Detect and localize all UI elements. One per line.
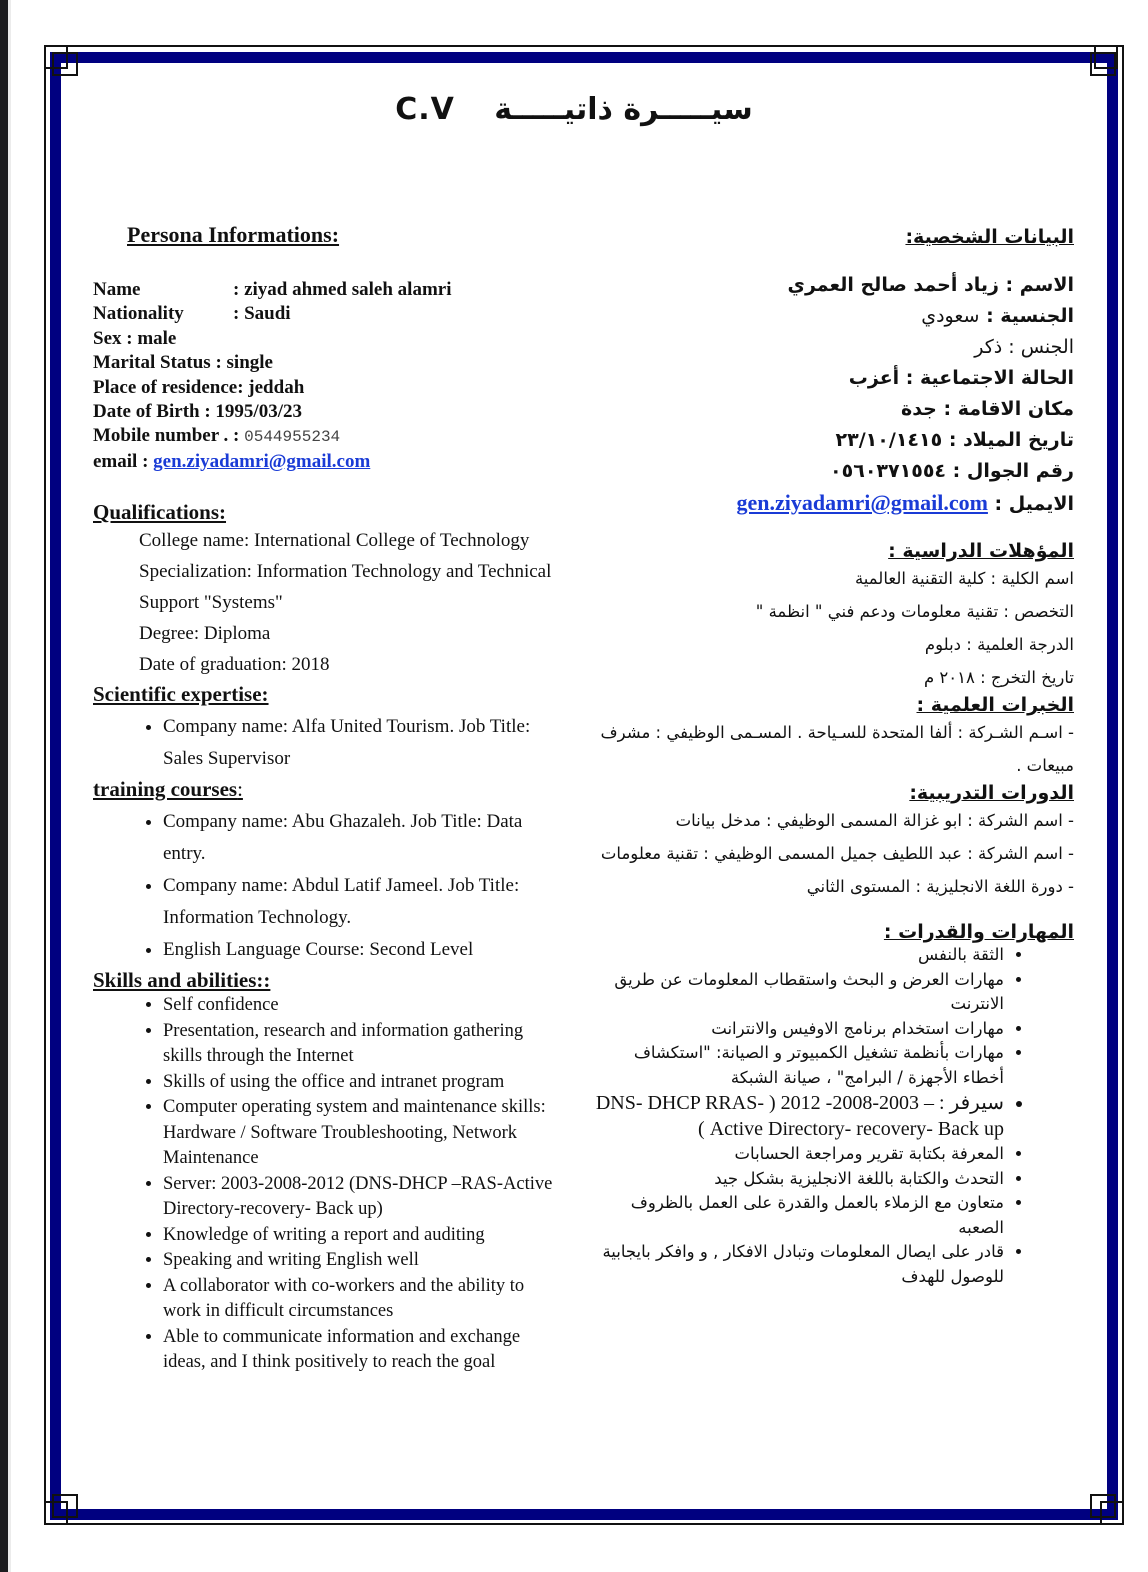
- window-edge-highlight: [8, 0, 11, 1572]
- training-list: [93, 806, 563, 966]
- qualification-item-ar: الدرجة العلمية : دبلوم: [924, 635, 1074, 654]
- skills-list: [93, 993, 563, 1376]
- qualification-item-ar: التخصص : تقنية معلومات ودعم فني " انظمة ": [755, 602, 1074, 621]
- personal-info-list-ar: [594, 270, 1074, 520]
- personal-info-heading-ar: البيانات الشخصية:: [905, 226, 1074, 248]
- list-item: • المعرفة بكتابة تقرير ومراجعة الحسابات: [594, 1142, 1004, 1167]
- list-item: • Server: 2003-2008-2012 (DNS-DHCP –RAS-Active Directory-recovery- Back up): [163, 1172, 563, 1223]
- info-row-email: email : gen.ziyadamri@gmail.com: [93, 450, 371, 472]
- info-row-mobile-ar: رقم الجوال : ٠٥٦٠٣٧١٥٥٤: [830, 460, 1074, 482]
- list-item: • التحدث والكتابة باللغة الانجليزية بشكل جيد: [594, 1167, 1004, 1192]
- skills-heading: Skills and abilities::: [93, 968, 271, 993]
- skills-section: [93, 968, 563, 1376]
- qualification-degree: Degree: Diploma: [139, 623, 271, 645]
- info-row-nationality-ar: الجنسية : سعودي: [921, 305, 1074, 327]
- qualifications-body: [139, 525, 563, 680]
- qualification-item-ar: تاريخ التخرج : ٢٠١٨ م: [923, 668, 1074, 687]
- list-item: • سيرفر : – 2003-2008- 2012 ( DNS- DHCP RRAS-Active Directory- recovery- Back up ): [594, 1090, 1004, 1142]
- info-row-name-ar: الاسم : زياد أحمد صالح العمري: [787, 274, 1074, 296]
- list-item: • الثقة بالنفس: [594, 943, 1004, 968]
- skills-section-ar: [594, 921, 1074, 1289]
- list-item: • Company name: Abu Ghazaleh. Job Title: Data entry.: [163, 806, 563, 870]
- info-row-email-ar: الايميل : gen.ziyadamri@gmail.com: [736, 490, 1074, 515]
- border-corner-ornament-bottom-left-inner: [52, 1494, 78, 1518]
- training-section-ar: [594, 782, 1074, 903]
- qualification-item-ar: اسم الكلية : كلية التقنية العالمية: [854, 569, 1074, 588]
- training-section: [93, 777, 563, 966]
- cv-title-ar: سيـــــرة ذاتيـــــة: [494, 92, 753, 127]
- list-item: • قادر على ايصال المعلومات وتبادل الافكار , و وافكر بايجابية للوصول للهدف: [594, 1240, 1004, 1289]
- personal-info-list: [93, 278, 563, 474]
- training-item-ar: - دورة اللغة الانجليزية : المستوى الثاني: [806, 877, 1074, 896]
- expertise-section: [93, 682, 563, 775]
- training-heading-ar: الدورات التدريبية:: [909, 782, 1074, 804]
- english-column: [93, 222, 563, 1376]
- border-corner-ornament-top-left-inner: [52, 52, 78, 76]
- list-item: • متعاون مع الزملاء بالعمل والقدرة على العمل بالظروف الصعبه: [594, 1191, 1004, 1240]
- skills-list-ar: [594, 943, 1074, 1289]
- arabic-column: [594, 226, 1074, 1289]
- info-row-residence-ar: مكان الاقامة : جدة: [900, 398, 1074, 420]
- list-item: • Self confidence: [163, 993, 563, 1019]
- qualifications-body-ar: [594, 562, 1074, 694]
- list-item: • مهارات بأنظمة تشغيل الكمبيوتر و الصيانة: "استكشاف أخطاء الأجهزة / البرامج" ، صيانة الشبكة: [594, 1041, 1004, 1090]
- qualification-college: College name: International College of Technology: [139, 530, 530, 552]
- info-row-sex: Sex : male: [93, 327, 177, 349]
- border-corner-ornament-top-right-inner: [1090, 52, 1116, 76]
- training-item-ar: - اسم الشركة : عبد اللطيف جميل المسمى الوظيفي : تقنية معلومات: [600, 844, 1074, 863]
- border-corner-ornament-bottom-right-inner: [1090, 1494, 1116, 1518]
- email-link-ar[interactable]: gen.ziyadamri@gmail.com: [736, 490, 988, 515]
- info-row-marital-ar: الحالة الاجتماعية : أعزب: [848, 367, 1074, 389]
- expertise-heading-ar: الخبرات العلمية :: [916, 694, 1074, 716]
- expertise-heading: Scientific expertise:: [93, 682, 269, 707]
- list-item: • مهارات استخدام برنامج الاوفيس والانترانت: [594, 1017, 1004, 1042]
- email-link[interactable]: gen.ziyadamri@gmail.com: [153, 450, 371, 472]
- personal-info-heading: Persona Informations:: [127, 222, 340, 247]
- info-row-name: Name : ziyad ahmed saleh alamri: [93, 279, 452, 300]
- info-row-nationality: Nationality : Saudi: [93, 303, 291, 325]
- cv-title-en: C.V: [395, 92, 455, 127]
- window-edge: [0, 0, 8, 1572]
- info-row-dob-ar: تاريخ الميلاد : ٢٣/١٠/١٤١٥: [835, 429, 1074, 451]
- list-item: • Computer operating system and maintenance skills: Hardware / Software Troubleshooting, Network Maintenance: [163, 1095, 563, 1172]
- training-item-ar: - اسم الشركة : ابو غزالة المسمى الوظيفي : مدخل بيانات: [675, 811, 1074, 830]
- list-item: • Presentation, research and information gathering skills through the Internet: [163, 1019, 563, 1070]
- list-item: • Speaking and writing English well: [163, 1248, 563, 1274]
- training-list-ar: [594, 804, 1074, 903]
- qualifications-section: [93, 500, 563, 680]
- expertise-item-ar: - اسـم الشـركة : ألفا المتحدة للسـياحة . المسـمى الوظيفي : مشرف مبيعات .: [600, 723, 1074, 775]
- list-item: • Skills of using the office and intranet program: [163, 1070, 563, 1096]
- info-row-marital-status: Marital Status : single: [93, 352, 273, 374]
- qualifications-heading-ar: المؤهلات الدراسية :: [888, 540, 1074, 562]
- qualification-graduation: Date of graduation: 2018: [139, 654, 330, 676]
- list-item: • Able to communicate information and exchange ideas, and I think positively to reach the goal: [163, 1325, 563, 1376]
- qualification-specialization: Specialization: Information Technology and Technical Support "Systems": [139, 561, 552, 614]
- qualifications-section-ar: [594, 540, 1074, 694]
- list-item: • Company name: Abdul Latif Jameel. Job Title: Information Technology.: [163, 870, 563, 934]
- info-row-dob: Date of Birth : 1995/03/23: [93, 401, 302, 423]
- list-item: • A collaborator with co-workers and the ability to work in difficult circumstances: [163, 1274, 563, 1325]
- training-heading: training courses:: [93, 777, 243, 802]
- skills-heading-ar: المهارات والقدرات :: [883, 921, 1074, 943]
- cv-title: [0, 92, 1148, 127]
- list-item: • Knowledge of writing a report and auditing: [163, 1223, 563, 1249]
- list-item: • Company name: Alfa United Tourism. Job Title: Sales Supervisor: [163, 711, 563, 775]
- expertise-section-ar: [594, 694, 1074, 782]
- info-row-mobile: Mobile number . : 0544955234: [93, 425, 341, 447]
- list-item: • مهارات العرض و البحث واستقطاب المعلومات عن طريق الانترنت: [594, 968, 1004, 1017]
- qualifications-heading: Qualifications:: [93, 500, 227, 525]
- expertise-list: [93, 711, 563, 775]
- info-row-residence: Place of residence: jeddah: [93, 376, 305, 398]
- list-item: • English Language Course: Second Level: [163, 934, 563, 966]
- info-row-sex-ar: الجنس : ذكر: [974, 336, 1074, 358]
